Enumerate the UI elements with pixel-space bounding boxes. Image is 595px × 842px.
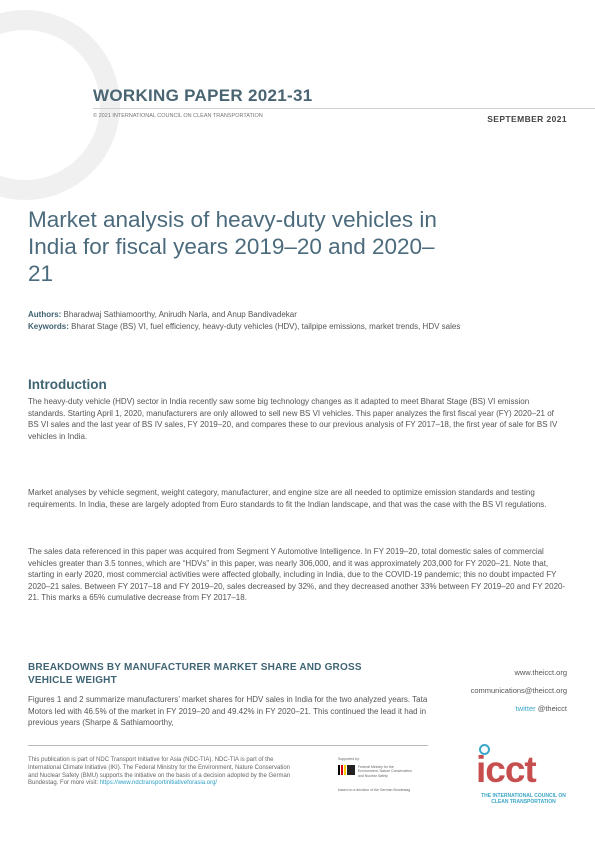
authors-label: Authors: bbox=[28, 310, 62, 319]
authors-names: Bharadwaj Sathiamoorthy, Anirudh Narla, and Anup Bandivadekar bbox=[61, 310, 297, 319]
keywords-line bbox=[28, 321, 548, 333]
flag-red-stripe bbox=[341, 765, 343, 775]
bmu-logo bbox=[338, 757, 428, 793]
breakdowns-heading: BREAKDOWNS BY MANUFACTURER MARKET SHARE AND GROSS VEHICLE WEIGHT bbox=[28, 662, 362, 686]
footer-link[interactable]: https://www.ndctransportinitiativeforasia.org/ bbox=[99, 780, 218, 787]
copyright: © 2021 INTERNATIONAL COUNCIL ON CLEAN TRANSPORTATION bbox=[93, 113, 263, 119]
intro-paragraph-3: The sales data referenced in this paper was acquired from Segment Y Automotive Intelligence. In FY 2019–20, total domestic sales of commercial vehicles greater than 3.5 tonnes, which are “HDVs” in this paper, was nearly 306,000, and it was approximately 203,000 for FY 2020–21. Note that, starting in early 2020, most commercial activities were affected globally, including in India, due to the COVID-19 pandemic; this no doubt impacted FY 2020–21 sales. Between FY 2017–18 and FY 2019–20, sales decreased by 32%, and they decreased another 33% between FY 2019–20 and FY 2020-21. This marks a 65% cumulative decrease from FY 2017–18. bbox=[28, 547, 566, 603]
authors-block bbox=[28, 309, 548, 333]
header-rule bbox=[93, 108, 595, 109]
eagle-icon bbox=[347, 765, 355, 775]
publication-date: SEPTEMBER 2021 bbox=[487, 114, 567, 124]
keywords-list: Bharat Stage (BS) VI, fuel efficiency, heavy-duty vehicles (HDV), tailpipe emissions, market trends, HDV sales bbox=[68, 322, 461, 331]
bmu-basis: based on a decision of the German Bundestag bbox=[338, 788, 411, 792]
intro-paragraph-1: The heavy-duty vehicle (HDV) sector in India recently saw some big technology changes as it adapted to meet Bharat Stage (BS) VI emission standards. Starting April 1, 2020, manufacturers are only allowed to sell new BS VI vehicles. This paper analyzes the first fiscal year (FY) 2020–21 of BS VI sales and the last year of BS IV sales, FY 2019–20, and compares these to our previous analysis of FY 2017–18, the first year of sale for BS IV vehicles in India. bbox=[28, 397, 558, 441]
flag-black-stripe bbox=[338, 765, 340, 775]
footer-note bbox=[28, 757, 298, 788]
flag-gold-stripe bbox=[344, 765, 346, 775]
email-link[interactable]: communications@theicct.org bbox=[470, 686, 567, 695]
twitter-handle: @theicct bbox=[535, 704, 567, 713]
series-title: WORKING PAPER 2021-31 bbox=[93, 86, 313, 105]
keywords-label: Keywords: bbox=[28, 322, 69, 331]
bmu-name: Federal Ministry for the Environment, Nature Conservation and Nuclear Safety bbox=[358, 764, 412, 778]
bmu-supported-label: Supported by: bbox=[338, 757, 360, 761]
intro-heading: Introduction bbox=[28, 377, 107, 392]
logo-wordmark: icct bbox=[476, 749, 536, 790]
footer-text: This publication is part of NDC Transport Initiative for Asia (NDC-TIA). NDC-TIA is part of the International Climate Initiative (IKI). The Federal Ministry for the Environment, Nature Conservation and Nuclear Safety (BMU) supports the initiative on the basis of a decision adopted by the German Bundestag. For more visit: bbox=[28, 757, 291, 787]
twitter-link[interactable] bbox=[471, 704, 567, 713]
bmu-mark bbox=[338, 765, 428, 779]
contact-links bbox=[471, 668, 567, 722]
website-link[interactable]: www.theicct.org bbox=[514, 668, 567, 677]
logo-tagline: THE INTERNATIONAL COUNCIL ON CLEAN TRANSPORTATION bbox=[481, 793, 566, 805]
twitter-label: twitter bbox=[515, 704, 536, 713]
breakdowns-paragraph: Figures 1 and 2 summarize manufacturers’ market shares for HDV sales in India for the two analyzed years. Tata Motors led with 46.5% of the market in FY 2019–20 and 49.42% in FY 2020–21. This continued the lead it had in previous years (Sharpe & Sathiamoorthy, bbox=[28, 695, 428, 728]
authors-line bbox=[28, 309, 548, 321]
footer-rule bbox=[28, 745, 428, 746]
intro-paragraph-2: Market analyses by vehicle segment, weight category, manufacturer, and engine size are all needed to optimize emission standards and testing requirements. In India, these are largely adopted from Euro standards to fit the Indian landscape, and that was the case with the BS VI regulations. bbox=[28, 488, 547, 509]
paper-title: Market analysis of heavy-duty vehicles in India for fiscal years 2019–20 and 2020–21 bbox=[28, 207, 437, 286]
